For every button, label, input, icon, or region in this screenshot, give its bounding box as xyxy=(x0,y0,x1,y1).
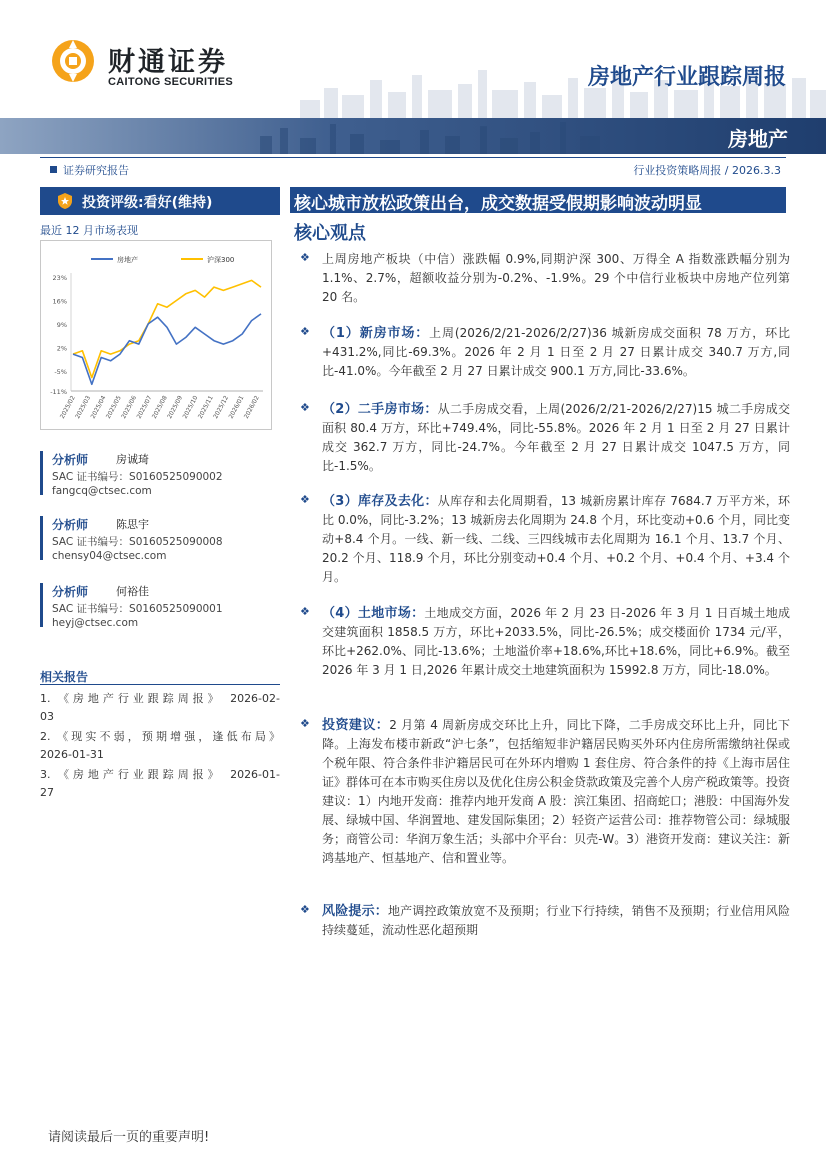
related-report-head: 1. 《房地产行业跟踪周报》 2026-02- xyxy=(40,692,280,705)
line-chart xyxy=(41,241,271,429)
doc-type xyxy=(50,162,129,178)
report-title: 房地产行业跟踪周报 xyxy=(587,65,786,90)
caitong-logo-icon xyxy=(50,38,96,84)
analyst-email[interactable]: fangcq@ctsec.com xyxy=(52,485,152,497)
paragraph-new-home xyxy=(300,324,790,381)
analyst-sac: SAC 证书编号：S0160525090001 xyxy=(52,603,223,615)
paragraph-text xyxy=(322,250,790,307)
analyst-role: 分析师 xyxy=(52,585,89,599)
shield-star-icon xyxy=(56,192,74,210)
paragraph-land xyxy=(300,604,790,680)
y-tick-label: 9% xyxy=(56,320,67,329)
related-reports-title: 相关报告 xyxy=(40,670,89,684)
paragraph-body: 从二手房成交看，上周(2026/2/21-2026/2/27)15 城二手房成交面积 80.4 万方，环比+749.4%，同比-55.8%。2026 年 2 月 1 日至 2 月 27 日累计成交 362.7 万方，同比-24.7%。今年截至 2 月 27 日累计成交 1047.5 万方，同比-1.5%。 xyxy=(322,402,790,473)
analyst-sac: SAC 证书编号：S0160525090002 xyxy=(52,471,223,483)
doc-type-label: 证券研究报告 xyxy=(63,164,129,177)
paragraph-text xyxy=(322,716,790,868)
x-tick-label: 2025/05 xyxy=(104,394,123,420)
x-tick-label: 2025/03 xyxy=(74,394,93,420)
core-views-title: 核心观点 xyxy=(294,223,366,244)
paragraph-text xyxy=(322,400,790,476)
city-banner-graphic xyxy=(0,118,826,154)
paragraph-lead: 投资建议： xyxy=(322,718,390,733)
analyst-name: 房诚琦 xyxy=(116,453,149,466)
report-meta: 行业投资策略周报 / 2026.3.3 xyxy=(633,164,781,177)
x-tick-label: 2025/04 xyxy=(89,394,108,420)
paragraph-lead: （1）新房市场： xyxy=(322,326,430,341)
diamond-bullet-icon: ❖ xyxy=(300,251,310,264)
related-report-head: 2. 《现实不弱，预期增强，逢低布局》 xyxy=(40,730,280,743)
x-tick-label: 2026/02 xyxy=(242,394,261,420)
analyst-name: 陈思宇 xyxy=(116,518,149,531)
disclaimer-note: 请阅读最后一页的重要声明! xyxy=(48,1130,210,1145)
x-tick-label: 2025/02 xyxy=(58,394,77,420)
logo-chinese-name: 财通证券 xyxy=(108,47,228,78)
paragraph-market xyxy=(300,250,790,307)
related-report-tail: 2026-01-31 xyxy=(40,748,104,761)
related-report-tail: 03 xyxy=(40,710,54,723)
headline: 核心城市放松政策出台，成交数据受假期影响波动明显 xyxy=(294,194,702,214)
related-report-head: 3. 《房地产行业跟踪周报》 2026-01- xyxy=(40,768,280,781)
x-tick-label: 2025/10 xyxy=(181,394,200,420)
related-reports-list xyxy=(40,690,280,804)
paragraph-lead: （2）二手房市场： xyxy=(322,402,438,417)
series-line-1 xyxy=(73,314,261,384)
related-report-item[interactable] xyxy=(40,728,280,764)
x-tick-label: 2025/06 xyxy=(120,394,139,420)
paragraph-text xyxy=(322,492,790,587)
square-bullet-icon xyxy=(50,166,57,173)
paragraph-body: 从库存和去化周期看，13 城新房累计库存 7684.7 万平方米，环比 0.0%，同比-3.2%；13 城新房去化周期为 24.8 个月，环比变动+0.6 个月，同比变动+8.4 个月。一线、新一线、二线、三四线城市去化周期为 16.1 个月、13.7 个月、20.2 个月、118.9 个月，环比分别变动+0.4 个月、+0.2 个月、+0.4 个月、+3.4 个月。 xyxy=(322,494,790,584)
x-tick-label: 2025/09 xyxy=(166,394,185,420)
analyst-email[interactable]: heyj@ctsec.com xyxy=(52,617,139,629)
accent-bar xyxy=(40,451,43,495)
paragraph-body: 上周房地产板块（中信）涨跌幅 0.9%,同期沪深 300、万得全 A 指数涨跌幅分别为 1.1%、2.7%，超额收益分别为-0.2%、-1.9%。29 个中信行业板块中房地产位列第 20 名。 xyxy=(322,252,790,304)
paragraph-investment xyxy=(300,716,790,868)
legend-label: 沪深300 xyxy=(207,256,235,264)
performance-label: 最近 12 月市场表现 xyxy=(40,224,138,237)
legend-label: 房地产 xyxy=(117,256,138,264)
rating-box xyxy=(40,187,280,215)
related-report-item[interactable] xyxy=(40,690,280,726)
paragraph-text xyxy=(322,604,790,680)
company-logo xyxy=(50,36,250,92)
industry-banner xyxy=(0,118,826,154)
paragraph-text xyxy=(322,902,790,940)
related-report-tail: 27 xyxy=(40,786,54,799)
analyst-name: 何裕佳 xyxy=(116,585,149,598)
accent-bar xyxy=(40,583,43,627)
x-tick-label: 2026/01 xyxy=(227,394,246,420)
analyst-sac: SAC 证书编号：S0160525090008 xyxy=(52,536,223,548)
paragraph-body: 土地成交方面，2026 年 2 月 23 日-2026 年 3 月 1 日百城土地成交建筑面积 1858.5 万方，环比+2033.5%，同比-26.5%；成交楼面价 1734 元/平，环比+262.0%、同比-13.6%；土地溢价率+18.6%,环比+18.6%，同比+6.9%。截至 2026 年 3 月 1 日,2026 年累计成交土地建筑面积为 15992.8 万方，同比-18.0%。 xyxy=(322,606,791,677)
rating-label: 投资评级:看好(维持) xyxy=(82,195,213,211)
x-tick-label: 2025/07 xyxy=(135,394,154,420)
paragraph-inventory xyxy=(300,492,790,587)
diamond-bullet-icon: ❖ xyxy=(300,401,310,414)
y-tick-label: -5% xyxy=(54,367,67,376)
x-tick-label: 2025/08 xyxy=(150,394,169,420)
analyst-role: 分析师 xyxy=(52,453,89,467)
y-tick-label: 23% xyxy=(52,274,67,282)
headline-box xyxy=(290,187,786,213)
paragraph-body: 上周(2026/2/21-2026/2/27)36 城新房成交面积 78 万方，环比+431.2%,同比-69.3%。2026 年 2 月 1 日至 2 月 27 日累计成交 340.7 万方,同比-41.0%。今年截至 2 月 27 日累计成交 900.1 万方,同比-33.6%。 xyxy=(322,326,790,378)
paragraph-risk xyxy=(300,902,790,940)
related-report-item[interactable] xyxy=(40,766,280,802)
paragraph-second-hand xyxy=(300,400,790,476)
y-tick-label: 16% xyxy=(52,297,67,306)
y-tick-label: -11% xyxy=(50,388,67,396)
paragraph-lead: （3）库存及去化： xyxy=(322,494,438,509)
paragraph-lead: （4）土地市场： xyxy=(322,606,425,621)
market-performance-chart xyxy=(40,240,272,430)
paragraph-text xyxy=(322,324,790,381)
diamond-bullet-icon: ❖ xyxy=(300,717,310,730)
analyst-email[interactable]: chensy04@ctsec.com xyxy=(52,550,167,562)
diamond-bullet-icon: ❖ xyxy=(300,903,310,916)
x-tick-label: 2025/12 xyxy=(212,394,231,420)
series-line-2 xyxy=(73,280,261,377)
analyst-role: 分析师 xyxy=(52,518,89,532)
diamond-bullet-icon: ❖ xyxy=(300,325,310,338)
paragraph-body: 地产调控政策放宽不及预期；行业下行持续，销售不及预期；行业信用风险持续蔓延，流动性恶化超预期 xyxy=(322,904,790,937)
diamond-bullet-icon: ❖ xyxy=(300,493,310,506)
accent-bar xyxy=(40,516,43,560)
x-tick-label: 2025/11 xyxy=(196,394,215,420)
paragraph-body: 2 月第 4 周新房成交环比上升，同比下降，二手房成交环比上升，同比下降。上海发布楼市新政“沪七条”，包括缩短非沪籍居民购买外环内住房所需缴纳社保或个税年限、符合条件非沪籍居民可在外环内增购 1 套住房、符合条件的持《上海市居住证》群体可在本市购买住房以及优化住房公积金贷款政策及完善个人房产税政策等。投资建议：1）内地开发商：推荐内地开发商 A 股：滨江集团、招商蛇口；港股：中国海外发展、绿城中国、华润置地、建发国际集团；2）轻资产运营公司：推荐物管公司：绿城服务；商管公司：华润万象生活；头部中介平台：贝壳-W。3）港资开发商：建议关注：新鸿基地产、恒基地产、信和置业等。 xyxy=(322,718,791,865)
y-tick-label: 2% xyxy=(56,344,67,353)
header-divider xyxy=(40,157,786,158)
logo-english-name: CAITONG SECURITIES xyxy=(108,76,233,88)
related-divider xyxy=(40,684,280,685)
diamond-bullet-icon: ❖ xyxy=(300,605,310,618)
industry-label: 房地产 xyxy=(728,127,788,151)
paragraph-lead: 风险提示： xyxy=(322,904,388,919)
